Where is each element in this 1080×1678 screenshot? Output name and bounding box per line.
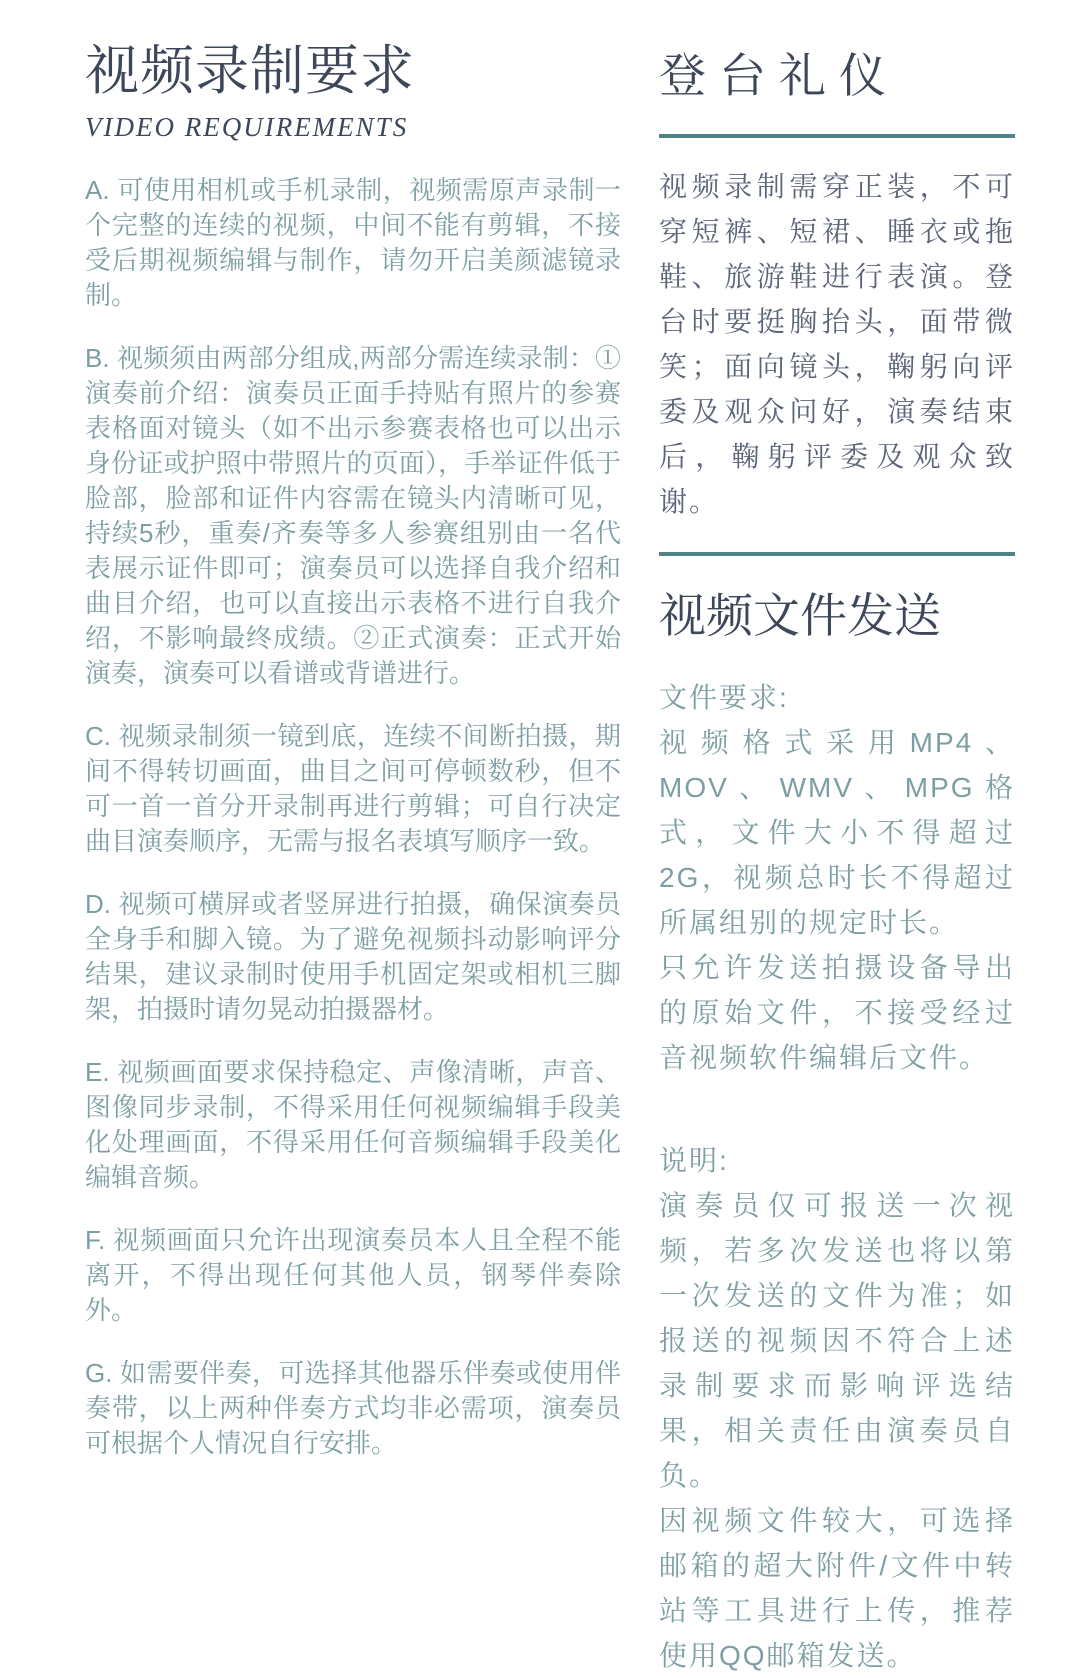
divider-line-top [659, 134, 1015, 138]
requirement-paragraph-g: G. 如需要伴奏，可选择其他器乐伴奏或使用伴奏带，以上两种伴奏方式均非必需项，演奏员可根据个人情况自行安排。 [85, 1358, 621, 1459]
requirement-paragraph-b: B. 视频须由两部分组成,两部分需连续录制：①演奏前介绍：演奏员正面手持贴有照片的参赛表格面对镜头（如不出示参赛表格也可以出示身份证或护照中带照片的页面），手举证件低于脸部，脸部和证件内容需在镜头内清晰可见，持续5秒，重奏/齐奏等多人参赛组别由一名代表展示证件即可；演奏员可以选择自我介绍和曲目介绍，也可以直接出示表格不进行自我介绍，不影响最终成绩。②正式演奏：正式开始演奏，演奏可以看谱或背谱进行。 [85, 343, 621, 689]
page-title: 视频录制要求 [85, 41, 415, 101]
requirement-paragraph-f: F. 视频画面只允许出现演奏员本人且全程不能离开，不得出现任何其他人员，钢琴伴奏除外。 [85, 1225, 621, 1326]
notes-paragraph-2: 因视频文件较大，可选择邮箱的超大附件/文件中转站等工具进行上传，推荐使用QQ邮箱发送。 [659, 1504, 1015, 1671]
page-subtitle: VIDEO REQUIREMENTS [85, 112, 409, 143]
notes-paragraph-1: 演奏员仅可报送一次视频，若多次发送也将以第一次发送的文件为准；如报送的视频因不符合上述录制要求而影响评选结果，相关责任由演奏员自负。 [659, 1189, 1015, 1491]
file-requirements-label: 文件要求: [659, 681, 789, 713]
file-sending-title: 视频文件发送 [659, 589, 941, 643]
file-format-paragraph: 视频格式采用MP4、 MOV、WMV、MPG格式，文件大小不得超过2G，视频总时长不得超过所属组别的规定时长。 [659, 726, 1015, 938]
video-requirements-column [85, 28, 621, 1678]
original-file-paragraph: 只允许发送拍摄设备导出的原始文件，不接受经过音视频软件编辑后文件。 [659, 951, 1015, 1073]
notes-label: 说明: [659, 1144, 729, 1176]
requirement-paragraph-d: D. 视频可横屏或者竖屏进行拍摄，确保演奏员全身手和脚入镜。为了避免视频抖动影响评分结果，建议录制时使用手机固定架或相机三脚架，拍摄时请勿晃动拍摄器材。 [85, 889, 621, 1025]
divider-line-bottom [659, 552, 1015, 556]
file-sending-section [659, 588, 1015, 1079]
notes-section [659, 1138, 1015, 1678]
requirement-paragraph-c: C. 视频录制须一镜到底，连续不间断拍摄，期间不得转切画面，曲目之间可停顿数秒，但不可一首一首分开录制再进行剪辑；可自行决定曲目演奏顺序，无需与报名表填写顺序一致。 [85, 721, 621, 857]
requirement-paragraph-a: A. 可使用相机或手机录制，视频需原声录制一个完整的连续的视频，中间不能有剪辑，不接受后期视频编辑与制作，请勿开启美颜滤镜录制。 [85, 175, 621, 311]
requirement-paragraph-e: E. 视频画面要求保持稳定、声像清晰，声音、图像同步录制，不得采用任何视频编辑手段美化处理画面，不得采用任何音频编辑手段美化编辑音频。 [85, 1057, 621, 1193]
stage-etiquette-body: 视频录制需穿正装，不可穿短裤、短裙、睡衣或拖鞋、旅游鞋进行表演。登台时要挺胸抬头，面带微笑；面向镜头，鞠躬向评委及观众问好，演奏结束后，鞠躬评委及观众致谢。 [659, 171, 1015, 518]
spacer [659, 645, 1015, 675]
right-info-column [659, 28, 1015, 1678]
stage-etiquette-title: 登台礼仪 [659, 49, 899, 102]
